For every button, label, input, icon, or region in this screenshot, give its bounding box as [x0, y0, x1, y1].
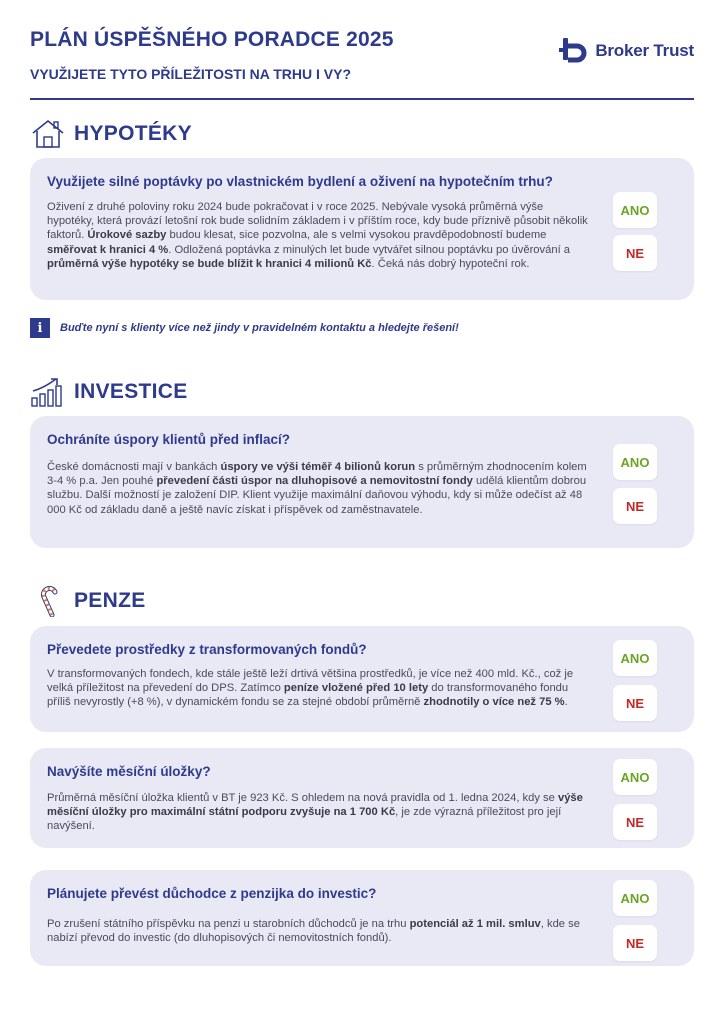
no-button[interactable]: NE	[613, 804, 657, 840]
no-button[interactable]: NE	[613, 488, 657, 524]
page-title: PLÁN ÚSPĚŠNÉHO PORADCE 2025	[30, 28, 394, 51]
growth-chart-icon	[30, 376, 66, 408]
card-text: Po zrušení státního příspěvku na penzi u starobních důchodců je na trhu potenciál až 1 mil. smluv, kde se nabízí převod do investic (do dluhopisových či nemovitostních fondů).	[47, 918, 580, 945]
card-text: V transformovaných fondech, kde stále ještě leží drtivá většina prostředků, je více než 400 mld. Kč., což je velká příležitost na převedení do DPS. Zatímco peníze vložené před 10 lety do transformovaného fondu příliš nevyrostly (+8 %), v dynamickém fondu se za stejné období průměrně zhodnotily o více než 75 %.	[47, 668, 574, 709]
card-question: Plánujete převést důchodce z penzijka do investic?	[47, 886, 377, 901]
section-investice	[30, 376, 188, 408]
section-title-penze: PENZE	[74, 589, 146, 612]
card-hypoteky	[30, 158, 694, 300]
house-icon	[30, 118, 66, 150]
page-header	[30, 28, 694, 100]
page-subtitle: VYUŽIJETE TYTO PŘÍLEŽITOSTI NA TRHU I VY?	[30, 66, 351, 82]
broker-trust-logo	[559, 36, 694, 66]
section-hypoteky	[30, 118, 192, 150]
info-icon: i	[30, 318, 50, 338]
yes-button[interactable]: ANO	[613, 759, 657, 795]
no-button[interactable]: NE	[613, 685, 657, 721]
card-text: České domácnosti mají v bankách úspory ve výši téměř 4 bilionů korun s průměrným zhodnocením kolem 3-4 % p.a. Jen pouhé převedení části úspor na dluhopisové a nemovitostní fondy udělá klientům dobrou službu. Další možností je založení DIP. Klient využije maximální daňovou výhodu, kdy si může odečíst až 48 000 Kč od základu daně a ještě navíc získat i příspěvek od zaměstnavatele.	[47, 461, 587, 516]
no-button[interactable]: NE	[613, 925, 657, 961]
card-question: Využijete silné poptávky po vlastnickém bydlení a oživení na hypotečním trhu?	[47, 174, 553, 189]
yes-button[interactable]: ANO	[613, 880, 657, 916]
card-text: Průměrná měsíční úložka klientů v BT je 923 Kč. S ohledem na nová pravidla od 1. ledna 2024, kdy se výše měsíční úložky pro maximální státní podporu zvyšuje na 1 700 Kč, je zde výrazná příležitost pro její navýšení.	[47, 792, 583, 833]
section-title-hypoteky: HYPOTÉKY	[74, 122, 192, 145]
yes-button[interactable]: ANO	[613, 192, 657, 228]
card-penze-transformovane	[30, 626, 694, 732]
info-text: Buďte nyní s klienty více než jindy v pravidelném kontaktu a hledejte řešení!	[60, 322, 459, 334]
card-question: Navýšíte měsíční úložky?	[47, 764, 211, 779]
card-penze-duchodci	[30, 870, 694, 966]
info-note	[30, 318, 459, 338]
candy-cane-icon	[30, 585, 66, 617]
broker-trust-logo-icon	[559, 36, 589, 66]
card-text: Oživení z druhé poloviny roku 2024 bude pokračovat i v roce 2025. Nebývale vysoká průměrná výše hypotéky, která provází letošní rok bude solidním základem i v příštím roce, kdy bude příznivě působit několik faktorů. Úrokové sazby budou klesat, sice pozvolna, ale s velmi vysokou pravděpodobností budeme směřovat k hranici 4 %. Odložená poptávka z minulých let bude vytvářet silnou poptávku po úvěrování a průměrná výše hypotéky se bude blížit k hranici 4 milionů Kč. Čeká nás dobrý hypoteční rok.	[47, 201, 588, 270]
logo-text: Broker Trust	[595, 41, 694, 60]
card-question: Ochráníte úspory klientů před inflací?	[47, 432, 291, 447]
section-penze	[30, 585, 146, 617]
card-investice-uspory	[30, 416, 694, 548]
section-title-investice: INVESTICE	[74, 380, 188, 403]
card-penze-ulozky	[30, 748, 694, 848]
yes-button[interactable]: ANO	[613, 444, 657, 480]
card-question: Převedete prostředky z transformovaných fondů?	[47, 642, 367, 657]
yes-button[interactable]: ANO	[613, 640, 657, 676]
no-button[interactable]: NE	[613, 235, 657, 271]
